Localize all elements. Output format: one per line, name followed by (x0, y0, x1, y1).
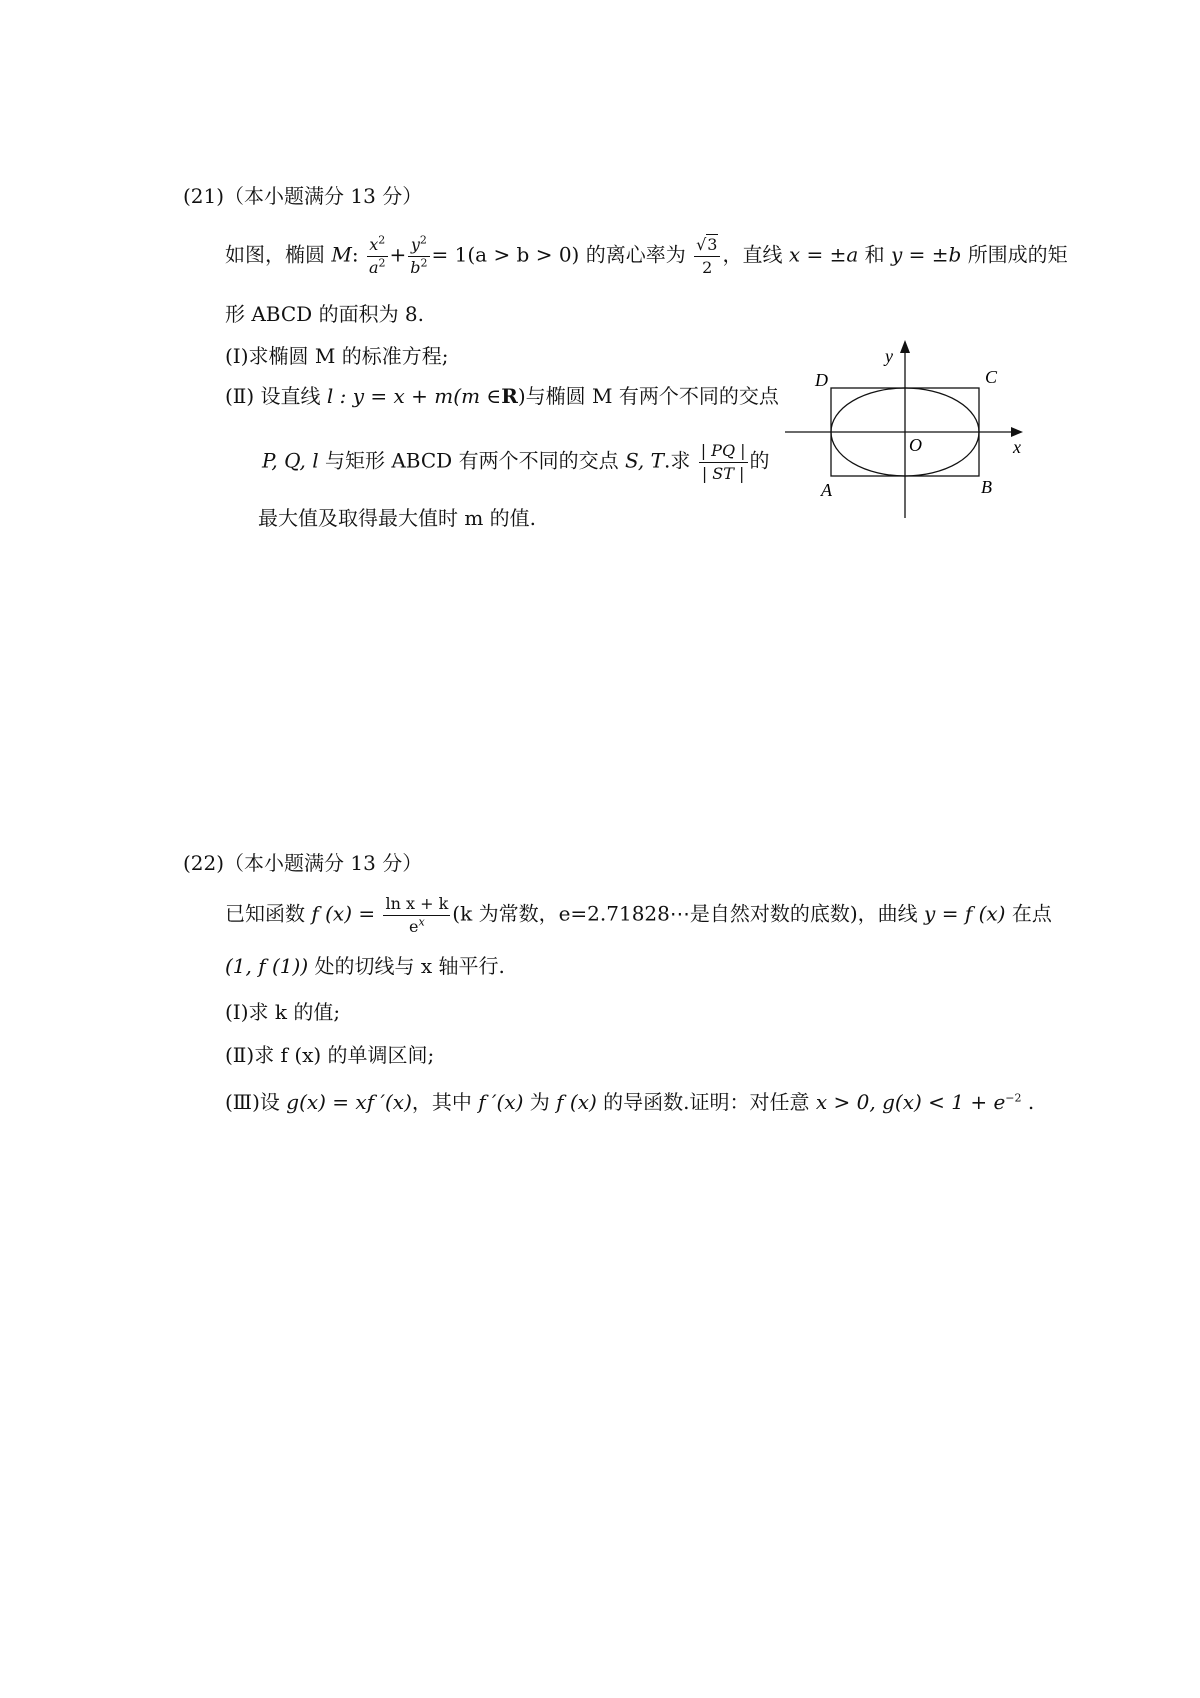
label-c: C (985, 367, 998, 387)
label-b: B (981, 477, 992, 497)
fraction-y2-b2: $\frac{y^2}{b^2}$ (410, 233, 428, 277)
fraction-lnxk-ex: $\frac{\text{ln x + k}}{e^x}$ (385, 894, 449, 936)
q22-intro-line2: (1, f (1)) 处的切线与 x 轴平行. (225, 954, 505, 978)
q22-header: (22)（本小题满分 13 分） (183, 851, 423, 875)
q22-part3: (Ⅲ)设 g(x) = xf ′(x)，其中 f ′(x) 为 f (x) 的导函数.证明：对任意 x > 0, $g(x) < 1 + e^{-2}$ . (225, 1090, 1035, 1114)
label-x: x (1013, 437, 1021, 457)
q21-header: (21)（本小题满分 13 分） (183, 184, 423, 208)
q21-part2-line2: P, Q, l 与矩形 ABCD 有两个不同的交点 S, T.求 $\frac{| PQ |}{| ST |}$ 的 (262, 441, 770, 483)
fraction-pq-st: $\frac{| PQ |}{| ST |}$ (700, 441, 746, 483)
q21-intro-line1: 如图，椭圆 M: $\frac{x^2}{a^2}$ + $\frac{y^2}{b^2}$ = 1(a > b > 0) 的离心率为 $\frac{√3}{2}$ ，直线 x = ±a 和 y = ±b 所围成的矩 (225, 233, 1068, 277)
fraction-sqrt3-2: $\frac{√3}{2}$ (694, 236, 720, 276)
label-o: O (909, 435, 922, 455)
label-y: y (885, 346, 893, 366)
label-d: D (815, 370, 828, 390)
q21-intro-line2: 形 ABCD 的面积为 8. (225, 302, 425, 326)
q21-part1: (Ⅰ)求椭圆 M 的标准方程; (225, 344, 449, 368)
q22-part2: (Ⅱ)求 f (x) 的单调区间; (225, 1043, 435, 1067)
ellipse-rectangle-figure (785, 340, 1045, 520)
q22-part1: (Ⅰ)求 k 的值; (225, 1000, 341, 1024)
q21-part2-line1: (Ⅱ) 设直线 l : y = x + m(m ∈R)与椭圆 M 有两个不同的交点 (225, 384, 779, 408)
q22-intro-line1: 已知函数 f (x) = $\frac{\text{ln x + k}}{e^x}$ (k 为常数，e=2.71828⋯是自然对数的底数)，曲线 y = f (x) 在点 (225, 894, 1052, 936)
fraction-x2-a2: $\frac{x^2}{a^2}$ (368, 233, 386, 277)
x-axis-arrow (1011, 427, 1023, 437)
label-a: A (821, 480, 832, 500)
y-axis-arrow (900, 340, 910, 353)
q21-part2-line3: 最大值及取得最大值时 m 的值. (258, 506, 537, 530)
